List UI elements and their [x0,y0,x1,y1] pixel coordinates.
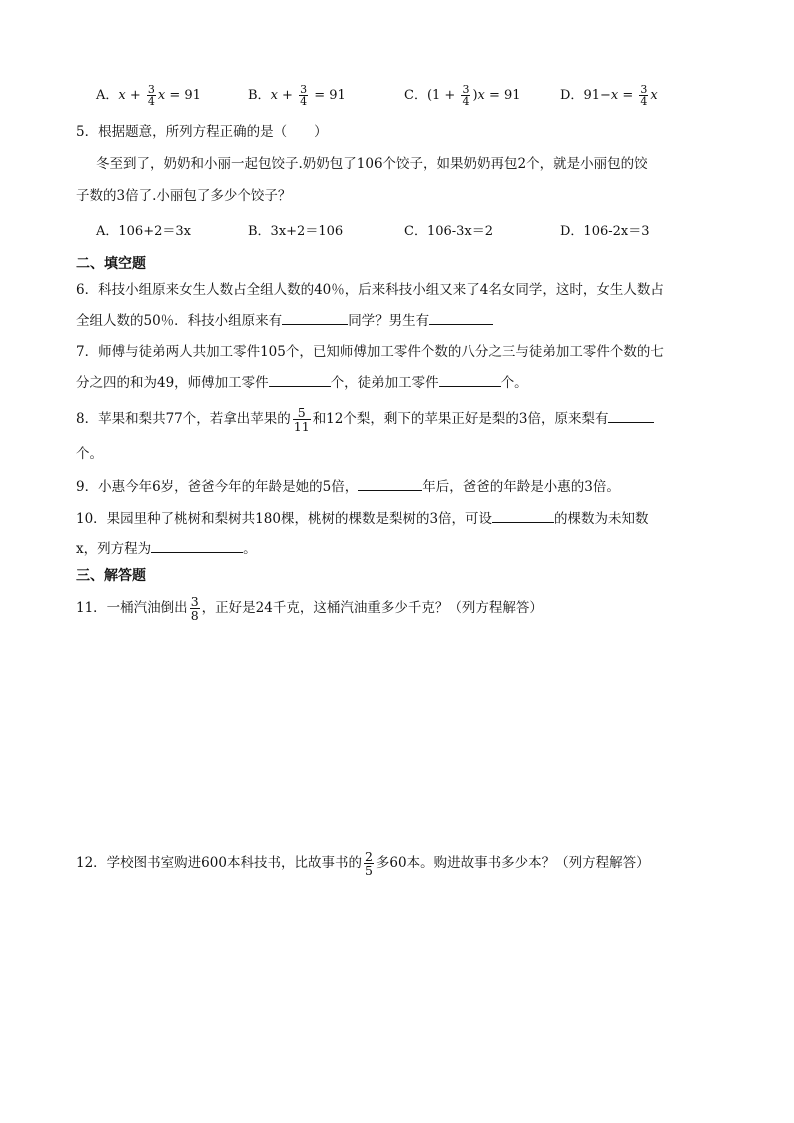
fraction: $\frac{3}{4}$ [640,83,648,108]
answer-blank[interactable] [608,408,654,423]
fraction: $\frac{3}{8}$ [190,594,199,623]
q5-option-a: A．106+2＝3x [96,224,191,239]
q10-line1: 10．果园里种了桃树和梨树共180棵，桃树的棵数是梨树的3倍，可设 的棵数为未知数 [76,508,649,529]
answer-blank[interactable] [358,476,422,491]
q5-prompt: 5．根据题意，所列方程正确的是（ ） [76,124,328,140]
q11: 11．一桶汽油倒出 $\frac{3}{8}$ ，正好是24千克，这桶汽油重多少千克？（列方程解答） [76,594,543,623]
q12: 12．学校图书室购进600本科技书，比故事书的 $\frac{2}{5}$ 多60本。购进故事书多少本？（列方程解答） [76,849,650,878]
q4-option-c: C．(1 + $\frac{3}{4}$ )x = 91 [404,83,521,108]
q5-option-b: B．3x+2＝106 [248,224,344,239]
section-heading-solve: 三、解答题 [76,568,146,584]
q8-line1: 8．苹果和梨共77个，若拿出苹果的 $\frac{5}{11}$ 和12个梨，剩下的苹果正好是梨的3倍，原来梨有 [76,404,654,434]
answer-blank[interactable] [439,372,501,387]
q5-option-d: D．106-2x＝3 [560,224,650,239]
q5-story-line1: 冬至到了，奶奶和小丽一起包饺子.奶奶包了106个饺子，如果奶奶再包2个，就是小丽包的饺 [96,156,648,172]
answer-blank[interactable] [282,310,348,325]
q4-option-a: A．x + $\frac{3}{4}$ x = 91 [96,83,201,108]
q4-option-b: B．x + $\frac{3}{4}$ = 91 [248,83,346,108]
fraction: $\frac{3}{4}$ [147,83,155,108]
section-heading-fill-in: 二、填空题 [76,256,146,272]
q10-line2: x，列方程为 。 [76,538,257,559]
answer-blank[interactable] [269,372,331,387]
q7-line1: 7．师傅与徒弟两人共加工零件105个，已知师傅加工零件个数的八分之三与徒弟加工零件个数的七 [76,344,664,360]
fraction: $\frac{3}{4}$ [300,83,308,108]
q6-line2: 全组人数的50％．科技小组原来有 同学？男生有 [76,310,493,331]
q9: 9．小惠今年6岁，爸爸今年的年龄是她的5倍， 年后，爸爸的年龄是小惠的3倍。 [76,476,620,497]
q5-option-c: C．106-3x＝2 [404,224,494,239]
answer-blank[interactable] [492,508,554,523]
answer-blank[interactable] [151,538,243,553]
q8-line2: 个。 [76,446,103,462]
fraction: $\frac{2}{5}$ [364,849,373,878]
q6-line1: 6．科技小组原来女生人数占全组人数的40％，后来科技小组又来了4名女同学，这时，女生人数占 [76,282,664,298]
q7-line2: 分之四的和为49，师傅加工零件 个，徒弟加工零件 个。 [76,372,528,393]
q5-story-line2: 子数的3倍了.小丽包了多少个饺子？ [76,188,292,204]
answer-blank[interactable] [429,310,493,325]
fraction: $\frac{5}{11}$ [293,405,310,434]
q4-option-d: D．91−x = $\frac{3}{4}$ x [560,83,658,108]
fraction: $\frac{3}{4}$ [462,83,470,108]
